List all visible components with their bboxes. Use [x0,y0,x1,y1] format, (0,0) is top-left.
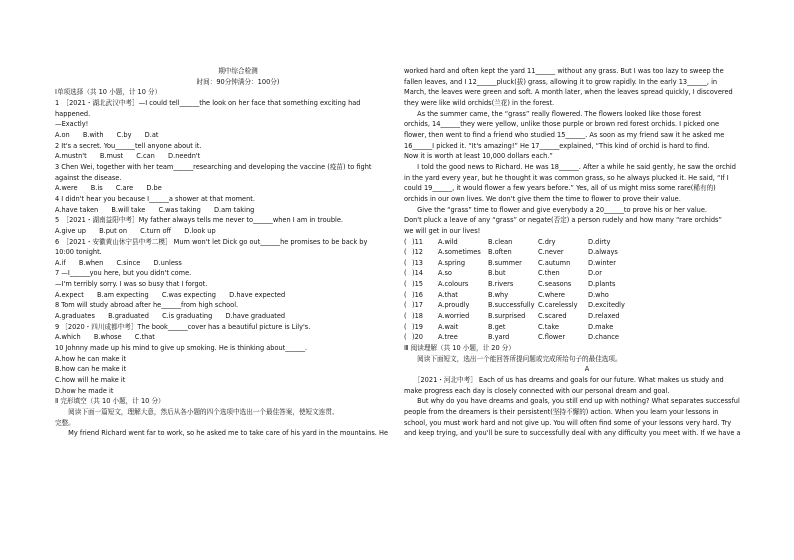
text-line: —Exactly! [55,120,89,129]
answer-choice: D.who [588,290,609,299]
text-line: 5 ［2021・湖南益阳中考］My father always tells me never to______when I am in trouble. [55,216,343,225]
answer-choice: C.dry [538,237,556,246]
answer-choice: A.worried [438,312,470,321]
answer-choice: A.tree [438,333,458,342]
answer-bracket: ( [404,333,407,342]
answer-bracket: ( [404,312,407,321]
text-line: 9 ［2020・四川成都中考］The book______cover has a beautiful picture is Lily's. [55,322,311,331]
text-line: in the yard every year, but he thought it was common grass, so he always plucked it. He said, “If I [404,173,729,182]
answer-choice: C.then [538,269,560,278]
section-3-instruction: 阅读下面短文，选出一个能回答所提问题或完成所给句子的最佳选项。 [404,354,622,363]
right-column [404,66,770,439]
answer-choice: B.clean [488,237,513,246]
answer-bracket: ( [404,290,407,299]
text-line: fallen leaves, and I 12______pluck(拔) grass, allowing it to grow rapidly. In the early 13______, in [404,77,718,86]
text-line: we will get in our lives! [404,226,481,235]
text-line: March, the leaves were green and soft. A month later, when the leaves spread quickly, I discovered [404,88,733,97]
text-line: A.on B.with C.by D.at [55,130,159,139]
answer-choice: D.plants [588,280,616,289]
text-line: A.how he can make it [55,354,127,363]
answer-choice: D.always [588,248,618,257]
answer-bracket: ( [404,269,407,278]
answer-choice: A.that [438,290,458,299]
exam-title: 期中综合检测 [218,67,258,75]
text-line: A.which B.whose C.that [55,333,155,342]
answer-choice: D.relaxed [588,312,620,321]
text-line: 2 It's a secret. You______tell anyone about it. [55,141,202,150]
text-line: and keep trying, and you'll be sure to successfully deal with any difficulty you meet with. If we have a [404,429,741,438]
reading-passage [404,375,770,439]
text-line: 8 Tom will study abroad after he______from high school. [55,301,239,310]
question-number: )14 [412,269,423,278]
option-row [404,311,770,322]
answer-choice: C.autumn [538,258,571,267]
text-line: against the disease. [55,173,122,182]
text-line: they were like wild orchids(兰花) in the forest. [404,98,555,107]
answer-choice: A.spring [438,258,466,267]
left-column [55,66,391,439]
cloze-passage [404,66,770,237]
text-line: —I'm terribly sorry. I was so busy that I forgot. [55,280,208,289]
left-text-block [55,87,391,439]
answer-choice: B.successfully [488,301,535,310]
exam-subtitle: 时间：90分钟满分：100分) [196,77,280,86]
answer-choice: A.colours [438,280,469,289]
text-line: flower, then went to find a friend who studied 15______. As soon as my friend saw it he asked me [404,130,725,139]
answer-choice: B.summer [488,258,522,267]
question-number: )18 [412,312,423,321]
answer-choice: C.seasons [538,280,572,289]
text-line: could 19______, it would flower a few years before.” Yes, all of us might miss some rare(稀有的) [404,184,716,193]
text-line: 阅读下面一篇短文，理解大意，然后从各小题的四个选项中选出一个最佳答案，使短文连贯、 [55,408,339,416]
text-line: orchids in our own lives. We don't give them the time to flower to prove their value. [404,194,681,203]
question-number: )19 [412,322,423,331]
answer-choice: B.rivers [488,280,514,289]
text-line: ［2021・河北中考］ Each of us has dreams and goals for our future. What makes us study and [404,376,724,385]
answer-bracket: ( [404,301,407,310]
question-number: )16 [412,290,423,299]
answer-choice: A.so [438,269,452,278]
text-line: 10:00 tonight. [55,248,102,257]
text-line: A.give up B.put on C.turn off D.look up [55,226,216,235]
text-line: A.have taken B.will take C.was taking D.am taking [55,205,255,214]
text-line: Now it is worth at least 10,000 dollars each.” [404,152,553,161]
answer-choice: D.winter [588,258,616,267]
text-line: Ⅰ单项选择（共 10 小题，计 10 分） [55,88,162,97]
question-number: )13 [412,258,423,267]
text-line: My friend Richard went far to work, so he asked me to take care of his yard in the mountains. He [55,429,388,438]
cloze-options [404,237,770,344]
answer-bracket: ( [404,248,407,257]
answer-choice: B.yard [488,333,510,342]
section-3-heading: Ⅲ 阅读理解（共 10 小题，计 20 分） [404,344,515,353]
answer-choice: A.proudly [438,301,470,310]
answer-choice: D.make [588,322,614,331]
text-line: people from the dreamers is their persistent(坚持不懈的) action. When you learn your lessons in [404,408,719,416]
text-line: 完整。 [55,418,75,427]
answer-choice: C.take [538,322,559,331]
question-number: )15 [412,280,423,289]
answer-choice: C.flower [538,333,566,342]
answer-bracket: ( [404,258,407,267]
text-line: make progress each day is closely connected with our personal dream and goal. [404,386,670,395]
option-row [404,258,770,269]
answer-choice: D.chance [588,333,619,342]
text-line: A.expect B.am expecting C.was expecting D.have expected [55,290,286,299]
answer-choice: C.scared [538,312,567,321]
answer-choice: B.but [488,269,506,278]
answer-choice: B.surprised [488,312,526,321]
text-line: 16______I picked it. “It's amazing!” He 17______explained, “This kind of orchid is hard to find. [404,141,710,150]
answer-choice: B.get [488,322,506,331]
text-line: orchids, 14______they were yellow, unlike those purple or brown red forest orchids. I picked one [404,120,720,129]
answer-choice: D.dirty [588,237,611,246]
answer-bracket: ( [404,280,407,289]
option-row [404,332,770,343]
text-line: 1 ［2021・湖北武汉中考］—I could tell______the look on her face that something exciting had [55,98,361,107]
text-line: Ⅱ 完形填空（共 10 小题，计 10 分） [55,397,165,406]
text-line: As the summer came, the “grass” really flowered. The flowers looked like those forest [404,109,702,118]
option-row [404,279,770,290]
answer-choice: A.wait [438,322,459,331]
text-line: 7 —I______you here, but you didn't come. [55,269,192,278]
question-number: )20 [412,333,423,342]
text-line: 3 Chen Wei, together with her team______researching and developing the vaccine (疫苗) to fight [55,162,372,171]
answer-bracket: ( [404,237,407,246]
text-line: D.how he made it [55,386,114,395]
text-line: A.graduates B.graduated C.is graduating D.have graduated [55,312,286,321]
text-line: B.how can he make it [55,365,127,374]
text-line: Give the “grass” time to flower and give everybody a 20______to prove his or her value. [404,205,707,214]
text-line: A.were B.is C.are D.be [55,184,162,193]
answer-choice: A.sometimes [438,248,481,257]
answer-choice: D.or [588,269,602,278]
question-number: )12 [412,248,423,257]
option-row [404,290,770,301]
option-row [404,268,770,279]
text-line: Don't pluck a leave of any “grass” or negate(否定) a person rudely and how many “rare orchids” [404,216,722,225]
option-row [404,247,770,258]
answer-choice: D.excitedly [588,301,625,310]
text-line: happened. [55,109,91,118]
answer-choice: A.wild [438,237,458,246]
text-line: I told the good news to Richard. He was 18______. After a while he said gently, he saw the orchid [404,162,736,171]
text-line: worked hard and often kept the yard 11______ without any grass. But I was too lazy to sweep the [404,67,724,75]
answer-choice: C.carelessly [538,301,578,310]
question-number: )17 [412,301,423,310]
answer-choice: C.never [538,248,564,257]
text-line: A.if B.when C.since D.unless [55,258,182,267]
text-line: school, you must work hard and not give up. You will often find some of your lessons very hard. Try [404,418,732,427]
option-row [404,300,770,311]
text-line: 4 I didn't hear you because I______a shower at that moment. [55,194,255,203]
option-row [404,322,770,333]
answer-bracket: ( [404,322,407,331]
text-line: 10 Johnny made up his mind to give up smoking. He is thinking about______. [55,344,308,353]
text-line: But why do you have dreams and goals, you still end up with nothing? What separates successful [404,397,740,406]
option-row [404,237,770,248]
text-line: 6 ［2021・安徽黄山休宁县中考二模］ Mum won't let Dick go out______he promises to be back by [55,237,368,246]
answer-choice: C.where [538,290,565,299]
text-line: C.how will he make it [55,376,126,385]
text-line: A.mustn't B.must C.can D.needn't [55,152,201,161]
question-number: )11 [412,237,423,246]
answer-choice: B.why [488,290,509,299]
passage-letter: A [584,365,590,374]
answer-choice: B.often [488,248,512,257]
